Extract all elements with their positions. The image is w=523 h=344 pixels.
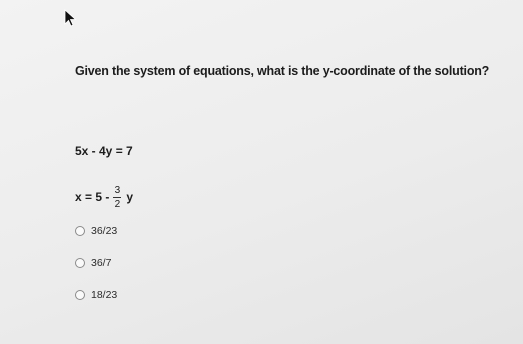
radio-button[interactable] — [75, 258, 85, 268]
fraction-bar — [113, 197, 121, 198]
fraction — [113, 185, 121, 210]
equation-2-variable: y — [126, 190, 134, 204]
answer-option-label: 18/23 — [91, 289, 118, 301]
answer-option[interactable] — [75, 256, 117, 270]
answer-option[interactable] — [75, 224, 117, 238]
equation-1: 5x - 4y = 7 — [75, 144, 133, 158]
fraction-numerator: 3 — [114, 184, 121, 196]
fraction-denominator: 2 — [114, 198, 121, 210]
radio-button[interactable] — [75, 290, 85, 300]
answer-option-label: 36/23 — [91, 225, 118, 237]
answer-option[interactable] — [75, 288, 117, 302]
question-text: Given the system of equations, what is the y-coordinate of the solution? — [75, 64, 490, 78]
mouse-pointer-icon — [64, 9, 78, 27]
answer-option-label: 36/7 — [91, 257, 112, 269]
equation-2-lhs: x = 5 - — [75, 190, 110, 204]
radio-button[interactable] — [75, 226, 85, 236]
answer-options — [75, 224, 117, 320]
equation-2 — [75, 181, 133, 213]
